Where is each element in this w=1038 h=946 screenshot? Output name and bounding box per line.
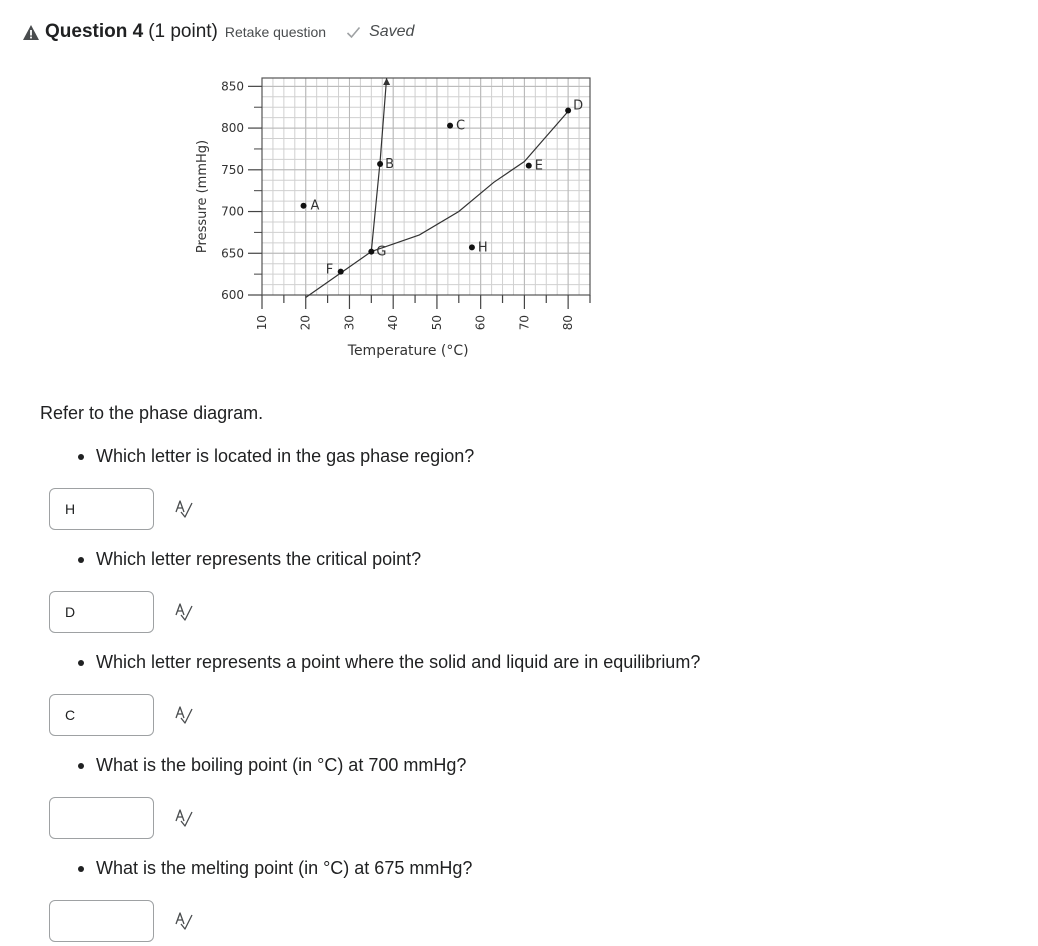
answer-input-2[interactable]: D xyxy=(49,591,154,633)
question-1 xyxy=(78,446,474,467)
question-5 xyxy=(78,858,472,879)
answer-input-5[interactable] xyxy=(49,900,154,942)
point-c xyxy=(447,123,453,129)
question-3 xyxy=(78,652,700,673)
spellcheck-icon[interactable] xyxy=(174,705,194,725)
spellcheck-icon[interactable] xyxy=(174,911,194,931)
y-tick-label: 600 xyxy=(221,288,244,302)
point-label-h: H xyxy=(477,240,488,256)
question-4 xyxy=(78,755,466,776)
point-d xyxy=(565,108,571,114)
point-label-a: A xyxy=(310,198,320,214)
answer-input-1[interactable]: H xyxy=(49,488,154,530)
question-title: Question 4 xyxy=(45,21,144,42)
x-tick-label: 80 xyxy=(561,315,576,331)
x-tick-label: 20 xyxy=(298,315,313,331)
x-tick-label: 30 xyxy=(342,315,357,331)
y-tick-label: 700 xyxy=(221,204,244,219)
x-axis-label: Temperature (°C) xyxy=(347,343,469,359)
bullet xyxy=(78,557,84,563)
x-tick-label: 70 xyxy=(517,315,532,331)
x-tick-label: 40 xyxy=(386,315,401,331)
bullet xyxy=(78,763,84,769)
point-label-f: F xyxy=(325,262,334,278)
y-tick-label: 850 xyxy=(221,79,244,94)
question-4-text: What is the boiling point (in °C) at 700 mmHg? xyxy=(96,755,467,775)
bullet xyxy=(78,454,84,460)
spellcheck-icon[interactable] xyxy=(174,602,194,622)
retake-question-link[interactable]: Retake question xyxy=(224,24,327,40)
point-f xyxy=(338,269,344,275)
bullet xyxy=(78,866,84,872)
point-label-d: D xyxy=(573,98,584,114)
point-a xyxy=(301,203,307,209)
question-points: (1 point) xyxy=(148,21,218,42)
answer-input-3[interactable]: C xyxy=(49,694,154,736)
answer-input-4[interactable] xyxy=(49,797,154,839)
y-tick-label: 800 xyxy=(221,121,244,136)
question-1-text: Which letter is located in the gas phase region? xyxy=(96,446,475,466)
question-3-text: Which letter represents a point where the solid and liquid are in equilibrium? xyxy=(96,652,701,672)
intro-text: Refer to the phase diagram. xyxy=(40,403,264,423)
y-tick-label: 750 xyxy=(221,162,244,177)
arrowhead xyxy=(383,78,390,85)
spellcheck-icon[interactable] xyxy=(174,499,194,519)
saved-status: Saved xyxy=(369,23,415,40)
point-label-e: E xyxy=(534,158,543,174)
x-tick-label: 10 xyxy=(255,315,269,331)
phase-diagram xyxy=(190,70,600,370)
x-tick-label: 50 xyxy=(429,315,444,331)
point-h xyxy=(469,244,475,250)
y-axis-label: Pressure (mmHg) xyxy=(195,139,210,254)
point-label-g: G xyxy=(376,244,387,260)
spellcheck-icon[interactable] xyxy=(174,808,194,828)
x-tick-label: 60 xyxy=(473,315,488,331)
question-2-text: Which letter represents the critical point? xyxy=(96,549,422,569)
point-e xyxy=(526,163,532,169)
check-icon xyxy=(346,26,361,39)
warning-icon xyxy=(22,24,40,41)
point-g xyxy=(368,249,374,255)
point-b xyxy=(377,161,383,167)
point-label-b: B xyxy=(385,156,395,172)
question-header xyxy=(22,19,414,45)
point-label-c: C xyxy=(456,118,466,134)
question-5-text: What is the melting point (in °C) at 675 mmHg? xyxy=(96,858,473,878)
y-tick-label: 650 xyxy=(221,246,244,261)
bullet xyxy=(78,660,84,666)
question-2 xyxy=(78,549,421,570)
